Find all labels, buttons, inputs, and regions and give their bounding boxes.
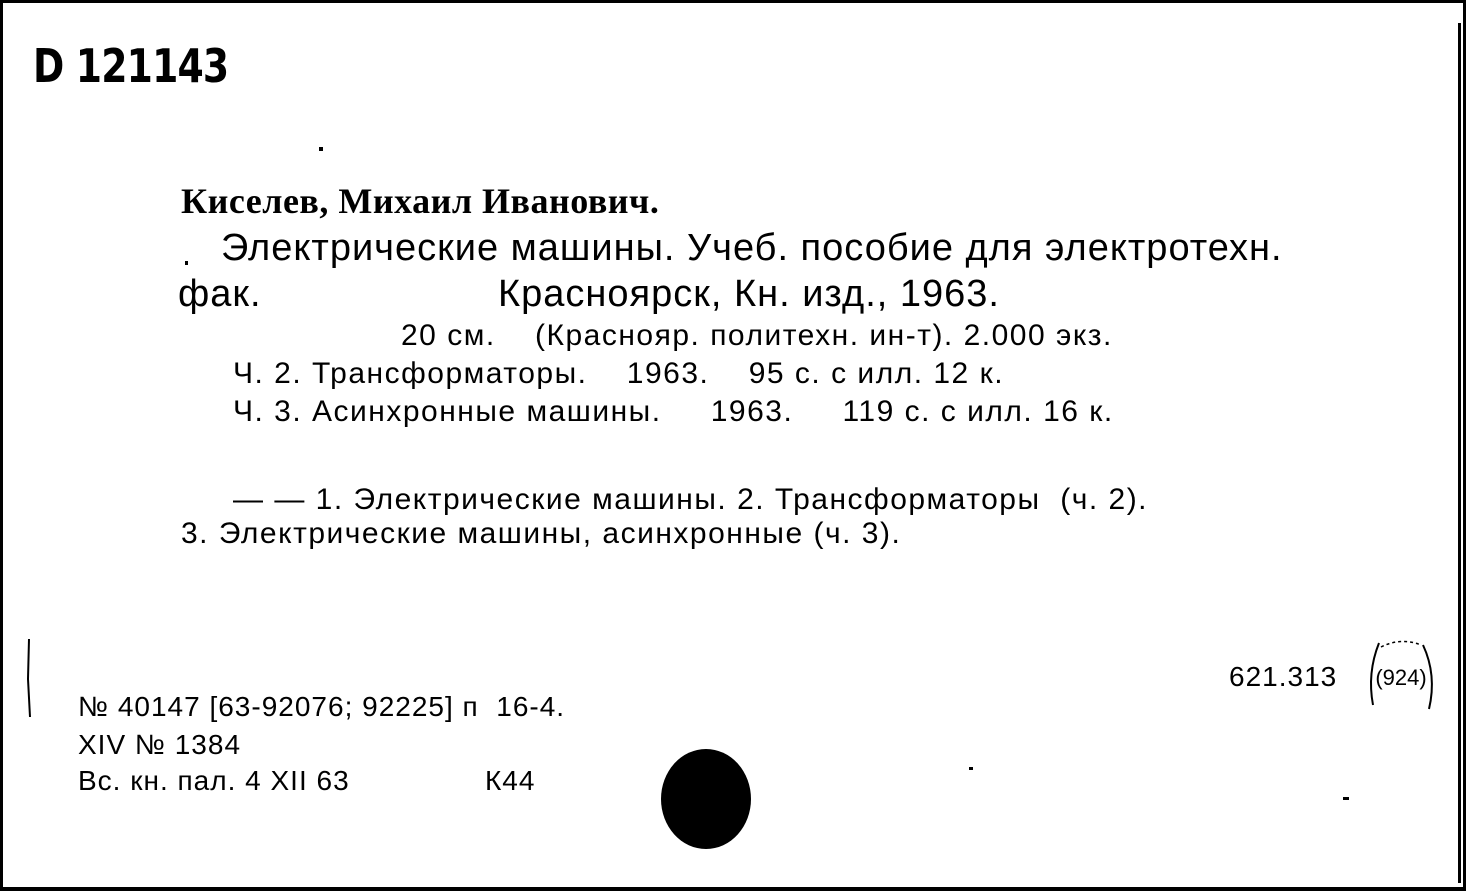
udc-classification: 621.313 (1229, 661, 1338, 692)
ink-speck (1458, 23, 1461, 883)
ink-speck (185, 261, 188, 265)
ink-speck (969, 767, 973, 770)
cipher-code: К44 (485, 765, 536, 796)
handwritten-call-number: D 121143 (33, 39, 229, 93)
title-line-2-faculty: фак. (178, 273, 262, 315)
volume-number: XIV № 1384 (78, 729, 242, 760)
physical-description: 20 см. (Краснояр. политехн. ин-т). 2.000 экз. (401, 319, 1113, 352)
punched-hole (661, 749, 751, 849)
subject-headings-line-1: — — 1. Электрические машины. 2. Трансформаторы (ч. 2). (233, 483, 1149, 516)
book-chamber-info: Вс. кн. пал. 4 XII 63 (78, 765, 350, 796)
ink-speck (1343, 797, 1349, 800)
record-number: № 40147 [63-92076; 92225] п 16-4. (78, 691, 566, 722)
subject-headings-line-2: 3. Электрические машины, асинхронные (ч. 3). (181, 517, 902, 550)
scratch-mark (25, 639, 33, 719)
stamp-number: (924) (1375, 665, 1427, 690)
ink-speck (319, 147, 323, 151)
part-3-entry: Ч. 3. Асинхронные машины. 1963. 119 с. с илл. 16 к. (233, 395, 1114, 428)
part-2-entry: Ч. 2. Трансформаторы. 1963. 95 с. с илл. 12 к. (233, 357, 1005, 390)
circled-stamp-icon (1363, 633, 1439, 719)
title-line-1: Электрические машины. Учеб. пособие для электротехн. (221, 227, 1283, 269)
publication-info: Красноярск, Кн. изд., 1963. (498, 273, 1000, 315)
author-heading: Киселев, Михаил Иванович. (181, 181, 660, 221)
